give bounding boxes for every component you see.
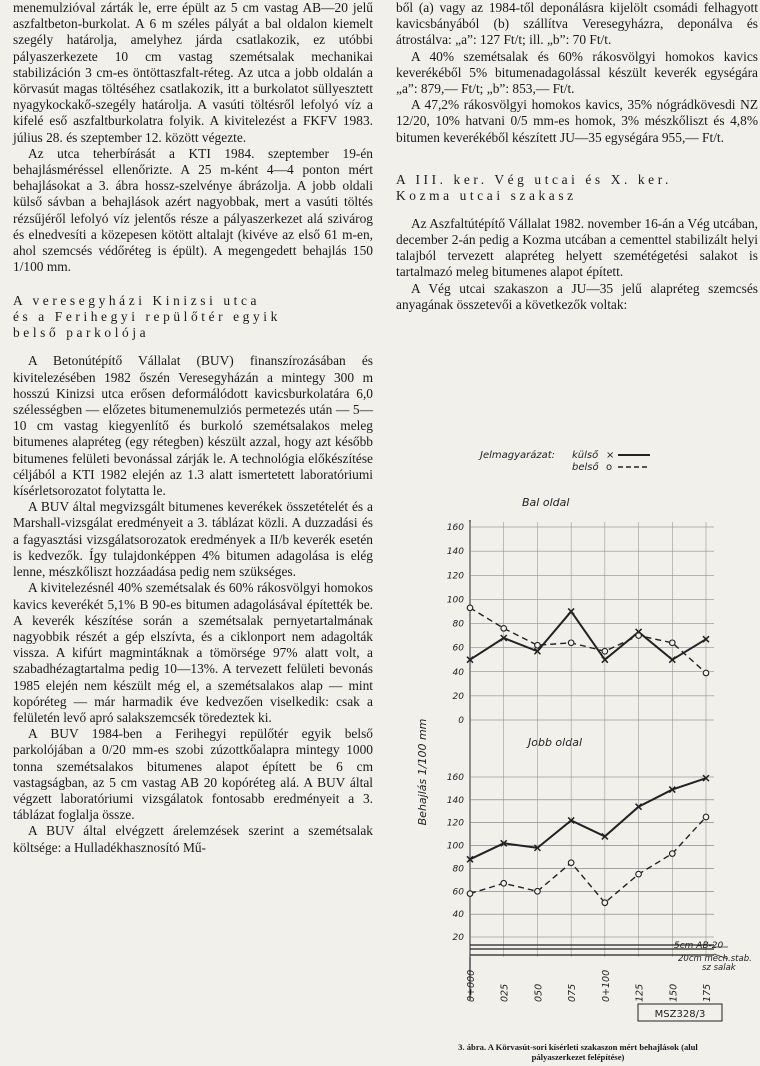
y-tick-label: 100 — [446, 595, 464, 606]
data-point-belső — [703, 814, 709, 820]
data-point-belső — [535, 888, 541, 894]
x-tick-label: 150 — [668, 983, 680, 1002]
x-tick-label: 025 — [499, 983, 511, 1002]
x-tick-label: 175 — [702, 983, 713, 1002]
paragraph: Az utca teherbírását a KTI 1984. szeptember 19-én behajlásméréssel ellenőrizte. A 25 m-ként 4—4 ponton mért behajlásokat a 3. ábra hossz-szelvénye ábrázolja. A jobb oldali külső sávban a behajlások azért nagyobbak, mert a vasúti töltés rézsűjéről lefolyó víz jelentős része a pályaszerkezet alá szivárog és elnedvesíti a közepesen kötött altalajt (kivéve az első 61 m-en, ahol szemcsés védőréteg is épült). A megengedett behajlás 150 1/100 mm. — [13, 145, 373, 275]
paragraph: A BUV 1984-ben a Ferihegyi repülőtér egyik belső parkolójában a 0/20 mm-es szobi zúzottkőalapra mintegy 1000 tonna szemétsalakos bitumenes alapot épített be 6 cm vastagságban, az 5 cm vastag AB 20 kopóréteg alá. A BUV által végzett laboratóriumi vizsgálatok fontosabb eredményeit a 3. táblázat foglalja össze. — [13, 726, 373, 823]
y-tick-label: 80 — [452, 864, 464, 875]
data-point-belső — [636, 633, 642, 639]
left-column — [13, 0, 373, 856]
y-tick-label: 100 — [446, 841, 464, 852]
data-point-belső — [669, 851, 675, 857]
y-tick-label: 60 — [452, 643, 464, 654]
y-tick-label: 20 — [452, 691, 464, 702]
y-tick-label: 40 — [452, 667, 464, 678]
heading-line: belső parkolója — [13, 325, 150, 341]
y-tick-label: 20 — [452, 933, 464, 943]
y-tick-label: 80 — [452, 619, 464, 630]
x-tick-label: 075 — [567, 983, 579, 1002]
data-point-belső — [602, 900, 608, 906]
annotation: sz salak — [702, 963, 736, 973]
panel-title-bal-oldal: Bal oldal — [522, 496, 570, 509]
heading-line: A III. ker. Vég utcai és X. ker. — [396, 171, 672, 187]
section-heading-veg-kozma — [396, 172, 758, 204]
data-point-belső — [636, 871, 642, 877]
paragraph: A kivitelezésnél 40% szemétsalak és 60% rákosvölgyi homokos kavics keverékét 5,1% B 90-es bitumen adagolásával építették be. A keverék készítése során a szemétsalak pernyetartalmának nagyobbik részét a gép elszívta, és a ciklonport nem adagolták vissza. A kifúrt magmintáknak a tömörsége 97% alatt volt, a szabadhézagtartalma pedig 10—13%. A tervezett felületi bevonás 1985 elején nem készült még el, a szemétsalakos alap — mint kopóréteg — már harmadik éve kedvezően viselkedik: csak a felületén levő apró salakszemcsék töredeztek ki. — [13, 580, 373, 725]
y-tick-label: 0 — [458, 716, 464, 726]
data-point-belső — [703, 670, 709, 676]
y-tick-label: 120 — [446, 571, 464, 582]
annotation: 20cm mech.stab. — [678, 954, 752, 964]
y-tick-label: 40 — [452, 910, 464, 921]
deflection-figure — [396, 442, 760, 1022]
y-tick-label: 120 — [446, 818, 464, 829]
y-axis-label: Behajlás 1/100 mm — [416, 718, 429, 826]
data-point-belső — [535, 642, 541, 648]
legend-marker: o — [606, 462, 613, 473]
paragraph: A 40% szemétsalak és 60% rákosvölgyi homokos kavics keverékéből 5% bitumenadagolással készült keverék egységára „a”: 879,— Ft/t; „b”: 853,— Ft/t. — [396, 48, 758, 97]
x-tick-label: 050 — [533, 983, 545, 1002]
right-paragraphs-1 — [396, 0, 758, 146]
data-point-belső — [568, 640, 574, 646]
legend-title: Jelmagyarázat: — [480, 450, 556, 461]
paragraph: Az Aszfaltútépítő Vállalat 1982. november 16-án a Vég utcában, december 2-án pedig a Kozma utcában a cementtel stabilizált helyi talajból tervezett alapréteg helyett szemétégetési salakot is tartalmazó meleg bitumenes alapot épített. — [396, 215, 758, 280]
data-point-belső — [467, 891, 473, 897]
paragraph: menemulzióval zárták le, erre épült az 5 cm vastag AB—20 jelű aszfaltbeton-burkolat. A 6 m széles pályát a bal oldalon kiemelt szegély határolja, amelyhez járda csatlakozik, ez utóbbi pályaszerkezete 10 cm vastag szemétsalak mechanikai stabilizáción 3 cm-es öntöttaszfalt-réteg. Az utca a jobb oldalán a körvasút magas töltéséhez csatlakozik, itt a burkolatot süllyesztett nyagykockakő-szegély határolja. A vasúti töltésről lefolyó víz a kifelé eső aszfaltburkolatra folyik. A kivitelezést a FKFV 1983. július 28. és szeptember 12. között végezte. — [13, 0, 373, 145]
x-tick-label: 0+000 — [466, 969, 477, 1002]
heading-line: Kozma utcai szakasz — [396, 187, 577, 203]
legend-label: külső — [572, 450, 599, 461]
y-tick-label: 140 — [446, 795, 464, 806]
data-point-belső — [501, 626, 507, 632]
left-paragraphs-2 — [13, 353, 373, 855]
paragraph: A 47,2% rákosvölgyi homokos kavics, 35% nógrádkövesdi NZ 12/20, 10% hatvani 0/5 mm-es homok, 3% mészkőliszt és 4,8% bitumen keverékéből készített JU—35 egységára 955,— Ft/t. — [396, 97, 758, 145]
paragraph: A Betonútépítő Vállalat (BUV) finanszírozásában és kivitelezésében 1982 őszén Veresegyházán a mintegy 300 m hosszú Kinizsi utca erősen deformálódott kavicsburkolatára 6,0 szélességben — előzetes bitumenemulziós permetezés után — 5—10 cm vastag kiegyenlítő és burkoló szemétsalakos meleg bitumenes alapréteg (egy rétegben) készült azzal, hogy azt később bitumenes felületi bevonással zárják le. A technológia előkészítése céljából a KTI 1982 elején az 1.3 alatt ismertetett laboratóriumi kísérletsorozatot folytatta le. — [13, 353, 373, 499]
caption-line: 3. ábra. A Körvasút-sori kísérleti szakaszon mért behajlások (alul — [458, 1042, 698, 1052]
left-paragraphs-1 — [13, 0, 373, 275]
paragraph: A Vég utcai szakaszon a JU—35 jelű alapréteg szemcsés anyagának összetevői a következők voltak: — [396, 280, 758, 312]
paragraph: A BUV által elvégzett árelemzések szerint a szemétsalak költsége: a Hulladékhasznosító Mű- — [13, 823, 373, 855]
x-tick-label: 125 — [634, 983, 646, 1002]
heading-line: A veresegyházi Kinizsi utca — [13, 293, 261, 309]
data-point-belső — [602, 648, 608, 654]
code-box-label: MSZ328/3 — [654, 1009, 706, 1020]
y-tick-label: 140 — [446, 547, 464, 558]
paragraph: ből (a) vagy az 1984-től deponálásra kijelölt csomádi felhagyott kavicsbányából (b) szállítva Veresegyházra, deponálva és átrostálva: „a”: 127 Ft/t; ill. „b”: 70 Ft/t. — [396, 0, 758, 48]
data-point-belső — [467, 605, 473, 611]
section-heading-kinizsi — [13, 293, 373, 341]
legend-marker: × — [606, 450, 615, 461]
series-line-belső — [470, 817, 706, 903]
right-column — [396, 0, 758, 313]
figure-caption — [398, 1042, 758, 1062]
heading-line: és a Ferihegyi repülőtér egyik — [13, 309, 281, 325]
data-point-belső — [501, 880, 507, 886]
paragraph: A BUV által megvizsgált bitumenes keverékek összetételét és a Marshall-vizsgálat eredményeit a 3. táblázat közli. A duzzadási és a fagyasztási vizsgálatsorozatok eredmények a II/b keverék esetén is kedvezők. Így tulajdonképpen 4% bitumen adagolása is elég lenne, mészkőliszt hozzáadása pedig nem szükséges. — [13, 499, 373, 580]
panel-title-jobb-oldal: Jobb oldal — [528, 736, 583, 749]
annotation: 5cm AB-20 — [674, 941, 724, 951]
data-point-belső — [568, 860, 574, 866]
x-tick-label: 0+100 — [600, 969, 612, 1002]
legend-label: belső — [572, 462, 599, 473]
y-tick-label: 60 — [452, 887, 464, 898]
y-tick-label: 160 — [446, 773, 464, 783]
caption-line: pályaszerkezet felépítése) — [531, 1052, 625, 1062]
data-point-belső — [669, 640, 675, 646]
right-paragraphs-2 — [396, 216, 758, 313]
y-tick-label: 160 — [446, 523, 464, 533]
deflection-chart — [396, 442, 760, 1022]
